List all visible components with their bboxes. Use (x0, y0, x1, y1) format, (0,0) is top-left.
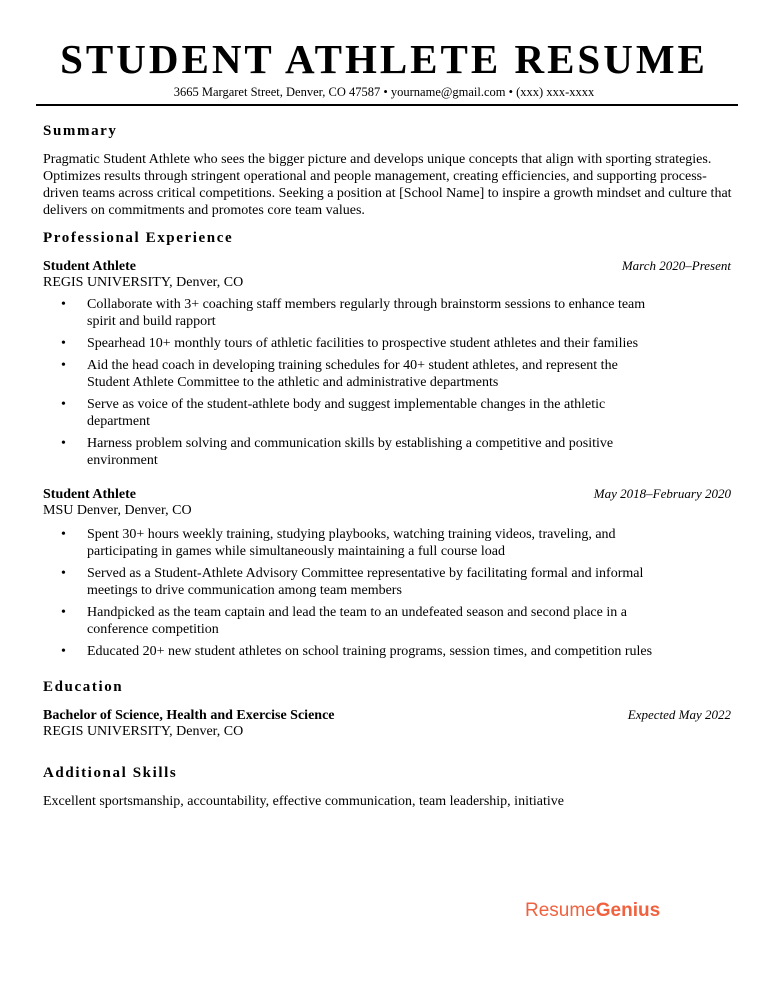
experience-heading: Professional Experience (43, 230, 234, 246)
job-1-bullet-5: • Harness problem solving and communication skills by establishing a competitive and positive environment (43, 435, 663, 469)
education-degree: Bachelor of Science, Health and Exercise Science (43, 708, 335, 723)
education-heading: Education (43, 679, 124, 695)
logo-text-resume: Resume (525, 900, 596, 921)
job-2-title: Student Athlete (43, 487, 136, 502)
job-2-org: MSU Denver, Denver, CO (43, 503, 192, 518)
header-divider (36, 104, 738, 106)
skills-heading: Additional Skills (43, 765, 178, 781)
job-1-org: REGIS UNIVERSITY, Denver, CO (43, 275, 244, 290)
job-2-bullet-2: • Served as a Student-Athlete Advisory Committee representative by facilitating formal and informal meetings to drive communication among team members (43, 565, 663, 599)
logo-text-genius: Genius (595, 900, 661, 921)
job-1-bullet-2: • Spearhead 10+ monthly tours of athletic facilities to prospective student athletes and their families (43, 335, 663, 352)
job-1-bullet-4: • Serve as voice of the student-athlete body and suggest implementable changes in the athletic department (43, 396, 663, 430)
education-dates: Expected May 2022 (627, 707, 731, 722)
job-2-bullet-1: • Spent 30+ hours weekly training, studying playbooks, watching training videos, traveling, and participating in games while simultaneously maintaining a full course load (43, 526, 663, 560)
job-2-dates: May 2018–February 2020 (593, 486, 731, 501)
job-1-bullet-1: • Collaborate with 3+ coaching staff members regularly through brainstorm sessions to enhance team spirit and build rapport (43, 296, 663, 330)
summary-heading: Summary (43, 123, 118, 139)
job-1-bullets (43, 296, 663, 474)
job-2-bullets (43, 526, 663, 665)
job-2-bullet-4: • Educated 20+ new student athletes on school training programs, session times, and competition rules (43, 643, 663, 660)
resume-title: STUDENT ATHLETE RESUME (60, 36, 708, 82)
job-1-title: Student Athlete (43, 259, 136, 274)
job-2-bullet-3: • Handpicked as the team captain and lead the team to an undefeated season and second place in a conference competition (43, 604, 663, 638)
summary-text: Pragmatic Student Athlete who sees the bigger picture and develops unique concepts that align with sporting strategies. Optimizes results through stringent operational and people management, creating efficiencies, and supporting process-driven teams across critical competitions. Seeking a position at [School Name] to inspire a growth mindset and culture that delivers on commitments and promotes core team values. (43, 152, 732, 218)
education-school: REGIS UNIVERSITY, Denver, CO (43, 724, 244, 739)
job-1-dates: March 2020–Present (621, 258, 731, 273)
resumegenius-logo (525, 900, 660, 922)
skills-text: Excellent sportsmanship, accountability, effective communication, team leadership, initiative (43, 794, 564, 809)
job-1-bullet-3: • Aid the head coach in developing training schedules for 40+ student athletes, and represent the Student Athlete Committee to the athletic and administrative departments (43, 357, 663, 391)
contact-line: 3665 Margaret Street, Denver, CO 47587 • yourname@gmail.com • (xxx) xxx-xxxx (173, 85, 595, 99)
